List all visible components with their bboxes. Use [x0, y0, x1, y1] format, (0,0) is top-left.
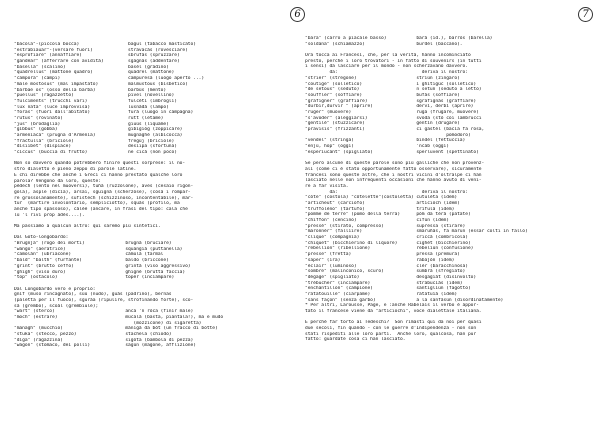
right-column-line: "pressé" (stirato, compresso) supressa (stirare): [305, 223, 466, 229]
right-column-line: "gentilé" (stuzzicare) gentìn (drugare): [305, 121, 460, 127]
right-column-line: i sensi) da lasciare per il mondo - non scherzavano davvero.: [305, 64, 468, 70]
right-column-line: * Per altri, Larousse, Page, e :anche Rabelais il verbo è appor-: [305, 303, 479, 309]
left-column-line: "esprofiare" (annaffiare) sbrufàs (spruzzare): [14, 53, 180, 59]
right-column-line: E perché far torto ai Tedeschi? Son rimasti qui da noi per quasi: [305, 320, 482, 326]
right-column-line: "éclair" (luminoso) clèr (baracchinosa): [305, 263, 468, 269]
left-column-line: "gibbus" (gobba) gibigiòg (zoppicare): [14, 127, 183, 133]
left-column-line: pèdech (lento nel muoversi), tuñà (ruzzolone), aves (cesaio rigon-: [14, 184, 194, 190]
left-column-line: "ghigh" (viso duro) ghigné (brutta faccia): [14, 269, 186, 275]
right-column-line: "enchantillon" (campione) santigliùn (fagotto): [305, 286, 471, 292]
right-column-line: fatto: guardate cosa ci han lasciato.: [305, 337, 406, 343]
left-column-line: "wagon" (stomaco, dei polli) sagùn (magone, afflizione): [14, 343, 196, 349]
left-column-line: gola), asple (dicìa), arsai, sguignà (scherzòse), (cosà i rompar-: [14, 189, 191, 195]
right-column-line: "truffolèno" (tartufo) trìfulà (idem): [305, 206, 455, 212]
left-column-line: "fulciments" (trucchi vari) fulcèti (imbrogli): [14, 98, 177, 104]
left-column-line: "male mostosus" (mal impastato) malmustous (bisbetico): [14, 81, 188, 87]
left-column-line: Dal Goto-longobardo:: [14, 235, 69, 241]
right-column-line: "pravisis" (frizzanti) ci gastèl (bacia fa rosa,: [305, 127, 485, 132]
right-column-line: "saper" (ira) rabajòn (idem): [305, 257, 455, 263]
right-column-line: "bara" (carro a piacale basso) barà (id.), barròs (barella): [305, 36, 493, 41]
left-column-line: Dal Longobardo vero e proprio:: [14, 286, 96, 292]
right-column-line: da: deriva il nostro:: [305, 70, 468, 76]
right-column-line: "articheut" (carciofo) articiòch (idem): [305, 200, 460, 206]
left-column-line: "campora" (campi) campuresà (luogo aperto ...): [14, 76, 205, 82]
right-column-line: "sombre" (malinconico, scuro) sùmbrà (sfregiato): [305, 269, 466, 275]
left-column-line: "gandéar" (afferrare con avidità) sgagnàs (addentare): [14, 59, 180, 65]
left-column-line: "basella" (scalino) basèl (gradino): [14, 64, 169, 70]
left-column-line: parola? Vengono da loro, queste:: [14, 178, 101, 184]
left-column-line: tur (martire involontario, sempliciotto), squàs (profilo, ma: [14, 201, 180, 207]
left-column-line: "wart" (sterco) anca 'n ròca (finir male): [14, 309, 194, 315]
left-column-line: "diga" (ragazzina) sigòta (bambola di pezza): [14, 337, 194, 343]
left-column-line: "rutus" (rovinato) rutt (letame): [14, 115, 164, 121]
right-column-line: "clique" (compagnia) criccà (combricola): [305, 235, 468, 241]
right-column-line: Ora tocca ai Francesi, che, per la verità, hanno incominciato: [305, 53, 471, 59]
right-column-line: "presse" (fretta) pressa (premura): [305, 252, 460, 258]
left-column-line: "managh" (mucchio) mànigà da bòt (un fracco di botte): [14, 326, 218, 332]
left-column-line: "puellus" (ragazzetto) pivel (novellino): [14, 93, 175, 99]
left-column-line: "camolàn" (ubriacone) càmùlà (tarmal: [14, 252, 164, 258]
right-column-line: Se pero alcune di queste parole sono più galliche che non provenz-: [305, 161, 485, 167]
left-column-line: "grint" (brutto ceffo) grintà (viso aggressivo): [14, 263, 191, 269]
left-column-line: "Brugnja" (rogo dei morti) brugnà (bruciare): [14, 241, 172, 247]
left-column-line: "bacola"-(piccola bocca) bagul (tabacco masticato): [14, 42, 196, 47]
left-column-text: [14, 42, 300, 349]
left-column-line: "estrabiauar"-(versare fuori) stravacàs (rovesciare): [14, 47, 188, 53]
left-column-line: "moch" (estrare) mùcalà (basta, piantala!), ma e mudo: [14, 315, 224, 320]
page-number-left-circle: 6: [290, 7, 305, 22]
right-column-line: stati rispediti alle loro parti. Anche loro, qualcosa, han pur: [305, 331, 477, 337]
left-column-line: lù 'l rivi prop adès....).: [14, 212, 85, 218]
right-column-line: "durbir,durvir " (aprire) dervì, derbì (aprire): [305, 104, 474, 110]
left-column-line: sà (grembo), scoàl (grembiule);: [14, 303, 99, 309]
right-column-line: "vendel" (stringa) bindèl (fettuccia): [305, 138, 466, 144]
right-column-line: francesi sono queste altre, che i nostri vicini d'oltralpe ci han: [305, 172, 482, 178]
right-column-line: "dégage" (spigliato) desgagiàt (disinvolto): [305, 274, 477, 280]
right-column-line: "esperiucant" (spigliato) sperluvent (spettinato): [305, 149, 479, 155]
right-column-line: re a far visita.: [305, 183, 349, 189]
left-column-line: "quadrellus" (mattone quadro) quadrel (mattone): [14, 70, 175, 76]
left-column-line: gnif (muso rincagnato), sùù (nudo), guàs (padrino), bernas: [14, 292, 172, 298]
page-number-right: [578, 6, 593, 22]
right-column-line: "trébucher" (inciampare) strabuciàs (idem): [305, 280, 463, 286]
right-column-line: "ruger" (muovere) ruga (frugare, muovere): [305, 109, 479, 115]
left-column-line: "fractulla" (briciole) fregùj (briciole): [14, 138, 175, 144]
right-column-line: "soldana" (schiamazzo) burdèl (baccano).: [305, 41, 463, 47]
right-column-line: "souffler" (soffiare) bufàs (soffiare): [305, 92, 460, 98]
left-column-line: Ma passiamo a qualcun altro: qui saremo più sintetici.: [14, 224, 161, 229]
right-column-line: "grafigner" (graffiare) sgrafignàs (graffiare): [305, 98, 477, 104]
left-column-line: "jus" (brodaglia) giuùs (liquame): [14, 121, 169, 127]
right-column-line: lasciato nelle non infrequenti occasioni che hanno avuto di veni-: [305, 178, 482, 184]
right-column-line: "coutige" (solletico) i ghitigùc (solletico): [305, 81, 477, 87]
page-number-left: [290, 6, 305, 22]
right-column-line: "ratatouille" (ciarpame) ratatuìà (idem): [305, 291, 458, 297]
left-column-line: "armeniaca" (prugna d'Armenia) mugnaghé (albicocca): [14, 133, 183, 138]
left-column-line: "foras" (fuori dall'abitato) furà (luogo in campagna): [14, 110, 194, 116]
right-column-line: tato il francese viene da "articiochi", voce dialettale italiana.: [305, 309, 482, 314]
left-column-line: "top" (ostacolo) topèr (inciampare): [14, 275, 175, 281]
left-column-line: re grossolanamente), sufistech (schizzinoso, incontentabile), mar-: [14, 195, 194, 201]
right-column-text: [305, 36, 597, 343]
left-column-line: stro dialetto è pieno zeppo di parole latine.: [14, 167, 137, 173]
right-column-line: "còte" (costola) "côtelette"(costoletta) cutulèta (idem): [305, 195, 458, 201]
left-column-line: "barbae os" (osso della barba) barbùs (mento): [14, 87, 167, 93]
right-column-line: ali (come ci è stato opportunamente fatto osservare), sicuramente: [305, 166, 482, 172]
right-column-line: due secoli, fin quando - con le guerre d'Indipendenza - non son: [305, 326, 477, 332]
left-column-line: E chi direbbe che anche i Greci ci hanno prestato qualche loro: [14, 172, 183, 178]
right-column-line: "chiquet" (bicchierino di liquore) cighèt (bicchierino): [305, 240, 471, 246]
left-column-line: (paletta per il fuoco), sguràa (ripulire, strofinando forte), sco-: [14, 297, 194, 303]
right-column-line: "s'avoder" (aleggiarsi) svoda (stò coi lambrucci: [305, 115, 482, 121]
right-column-line: presto, perché i loro trovatori - in fatto di souvenirs (in tutti: [305, 58, 482, 64]
right-column-line: "enjù, hop" (oggi) 'ncab (oggi): [305, 144, 449, 150]
right-column-line: "strier" (stregone) striùn (zingaro): [305, 75, 460, 81]
page-number-right-circle: 7: [578, 7, 593, 22]
left-column-line: anche tipo spassoso), càlèè (ancare, in frasi del tipo: cala che: [14, 206, 188, 212]
left-column-line: "bald" "balth" (furfante) baldo (briccone): [14, 258, 169, 264]
left-column-line: "wango" (aeratrice) squangià (puttanella): [14, 246, 183, 252]
left-column-line: (mozzicone) di sigaretta): [14, 320, 202, 326]
right-column-line: "rebellion" (ribellione) rebelìùn (confusione): [305, 246, 474, 252]
left-column-line: Non so davvero quando potrebbero finire questi sorprese: il no-: [14, 161, 186, 167]
left-column-line: "disiibet" (dispiace) desiipa (sfortuna): [14, 144, 177, 150]
right-column-line: "maronnèr" (falliire) smaruñàs, fa marun (essar colti in fallo): [305, 229, 528, 235]
left-column-line: "lux nata" (luce improvvisa) lusnàdà (lampo): [14, 104, 169, 110]
right-column-line: "pomme de terre" (pomo della terra) pòm da tèrà (patate): [305, 212, 471, 218]
left-column-line: "stuka" (stecco, pezzo) stachela (chiodo): [14, 332, 172, 338]
right-column-line: "chiffon" (cencino) cifùn (idem): [305, 218, 449, 223]
right-column-line: pomodoro): [305, 132, 471, 138]
left-column-line: "ciccus" (buccia di frutto) ne cicà (non poco): [14, 150, 177, 156]
right-column-line: "sans façon" (senza garbo) a la sanfàsùn (disordinatamente): [305, 297, 504, 303]
right-column-line: "de setous" (seduto) n setun (seduto a letto): [305, 87, 482, 93]
right-column-line: da: deriva il nostro:: [305, 189, 468, 195]
